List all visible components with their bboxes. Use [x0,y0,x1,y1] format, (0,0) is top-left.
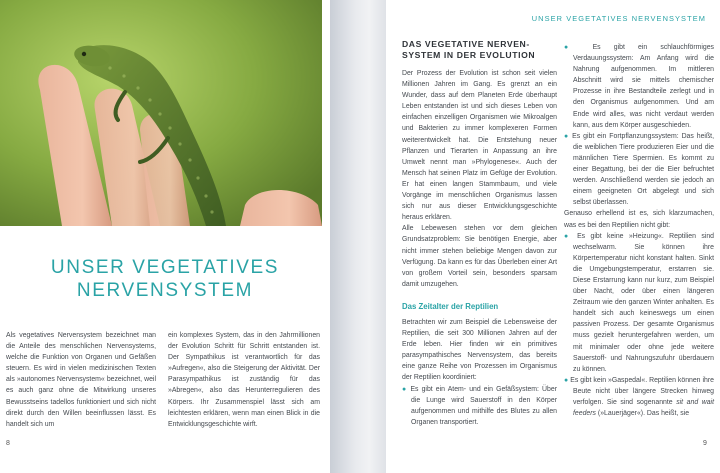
list-item [564,131,714,209]
list-item [564,42,714,131]
paragraph: Genauso erhellend ist es, sich klarzumachen, was es bei den Reptilien nicht gibt: [564,210,714,229]
list-item [564,231,714,375]
section-title-line-1: DAS VEGETATIVE NERVEN- [402,39,530,49]
bullet-icon: ● [564,44,593,51]
list-item-text: Es gibt ein Atem- und ein Gefäßsystem: Über die Lunge wird Sauerstoff in den Körper aufgenommen und mithilfe des Blutes zu allen Organen transportiert. [410,385,557,426]
book-gutter [330,0,386,473]
text-column-1: Als vegetatives Nervensystem bezeichnet man die Anteile des menschlichen Nervensystems, welche die Funktion von Organen und Gefäßen steuern. Es wird in vielen medizinischen Texten als »autonomes Nervensystem« bezeichnet, weil es auch ganz ohne die Mitwirkung unseres Bewusstseins tadellos funktioniert und sich nicht direkt durch den Willen beeinflussen lässt. Es handelt sich um [6,332,156,428]
list-item-text: Es gibt kein »Gaspedal«. Reptilien können ihre Beute nicht über längere Strecken hinweg verfolgen. Sie sind sogenannte [570,376,715,406]
list-item [402,384,557,428]
paragraph: Der Prozess der Evolution ist schon seit vielen Millionen Jahren im Gang. Es grenzt an ein Wunder, dass auf dem Planeten Erde überhaupt Leben entstanden ist und sich dieses Leben von einfachen einzelligen Organismen wie Mikroalgen und Bakterien zu immer komplexeren Formen weiterentwickelt hat. Die Entstehung neuer Pflanzen und Tierarten in Anpassung an ihre Umwelt nennt man »Phylogenese«. Auch der Mensch hat seinen Platz im Gefüge der Evolution. Er hat einen langen Stammbaum, und viele Vorgänge im menschlichen Organismus lassen sich nur aus dieser Entwicklungsgeschichte heraus erklären. [402,70,557,222]
left-page [0,0,330,473]
subheading: Das Zeitalter der Reptilien [402,302,499,311]
text-column-1 [402,68,557,290]
list-item-text: Es gibt keine »Heizung«. Reptilien sind wechselwarm. Sie können ihre Körpertemperatur nicht konstant halten. Sinkt die Umgebungstemperatur, erstarren sie. Diese Erstarrung kann nur kurz, zum Beispiel über Nacht, oder über einen längeren Zeitraum wie den ganzen Winter anhalten. Es handelt sich auch keineswegs um einen passiven Prozess. Der gesamte Organismus muss gezielt heruntergefahren werden, um mit minimaler oder ohne jede weitere Sauerstoff- und Nahrungszufuhr überdauern zu können. [573,232,715,373]
list-item-text: Es gibt ein schlauchförmiges Verdauungssystem: Am Anfang wird die Nahrung aufgenommen. Im mittleren Abschnitt wird sie mittels chemischer Prozesse in ihre Bestandteile zerlegt und in den Organismus aufgenommen. Und am Ende wird alles, was nicht verdaut werden kann, aus dem Körper ausgeschieden. [573,44,714,129]
lizard-on-hand-illustration [0,0,322,226]
running-head: UNSER VEGETATIVES NERVENSYSTEM [531,14,706,23]
emphasis: sit and wait feeders [573,399,714,418]
paragraph: Alle Lebewesen stehen vor dem gleichen Grundsatzproblem: Sie benötigen Energie, aber nicht immer stehen beliebige Mengen davon zur Verfügung. Da kann es für das Überleben einer Art von großem Vorteil sein, besonders sparsam damit umzugehen. [402,225,557,288]
list-item [564,375,714,419]
right-page [386,0,720,473]
bullet-icon: ● [564,132,573,140]
page-title-line-2: NERVENSYSTEM [76,280,254,301]
bullet-icon: ● [564,376,571,384]
text-column-1-continued [402,317,557,428]
bullet-icon: ● [402,385,411,393]
page-number: 9 [703,440,707,447]
paragraph: Betrachten wir zum Beispiel die Lebensweise der Reptilien, die seit 300 Millionen Jahren auf der Erde leben. Hier finden wir ein primitives parasympathisches Nervensystem, das bereits eine ganze Reihe von Prozessen im Organismus der Reptilien koordiniert: [402,319,557,382]
bullet-icon: ● [564,232,578,240]
section-title [402,39,562,61]
text-column-2: ein komplexes System, das in den Jahrmillionen der Evolution Schritt für Schritt entstanden ist. Der Sympathikus ist verantwortlich für das »Aufregen«, also die Steigerung der Aktivität. Der Parasympathikus ist zuständig für das »Abregen«, also das Herunterregulieren des Körpers. Ihr Zusammenspiel lässt sich am leichtesten erklären, wenn man einen Blick in die Entwicklungsgeschichte wirft. [168,332,320,428]
text-column-2 [564,42,714,419]
list-item-text-end: (»Lauerjäger«). Das heißt, sie [595,410,690,418]
lizard-photo [0,0,322,226]
page-number: 8 [6,440,10,447]
list-item-text: Es gibt ein Fortpflanzungssystem: Das heißt, die weiblichen Tiere produzieren Eier und die männlichen Tiere Spermien. Es kommt zu einer Begattung, bei der die Eier befruchtet werden. Anschließend werden sie jedoch an einem geeigneten Ort abgelegt und sich selbst überlassen. [572,132,714,207]
page-title-line-1: UNSER VEGETATIVES [50,257,280,278]
section-title-line-2: SYSTEM IN DER EVOLUTION [402,50,536,60]
